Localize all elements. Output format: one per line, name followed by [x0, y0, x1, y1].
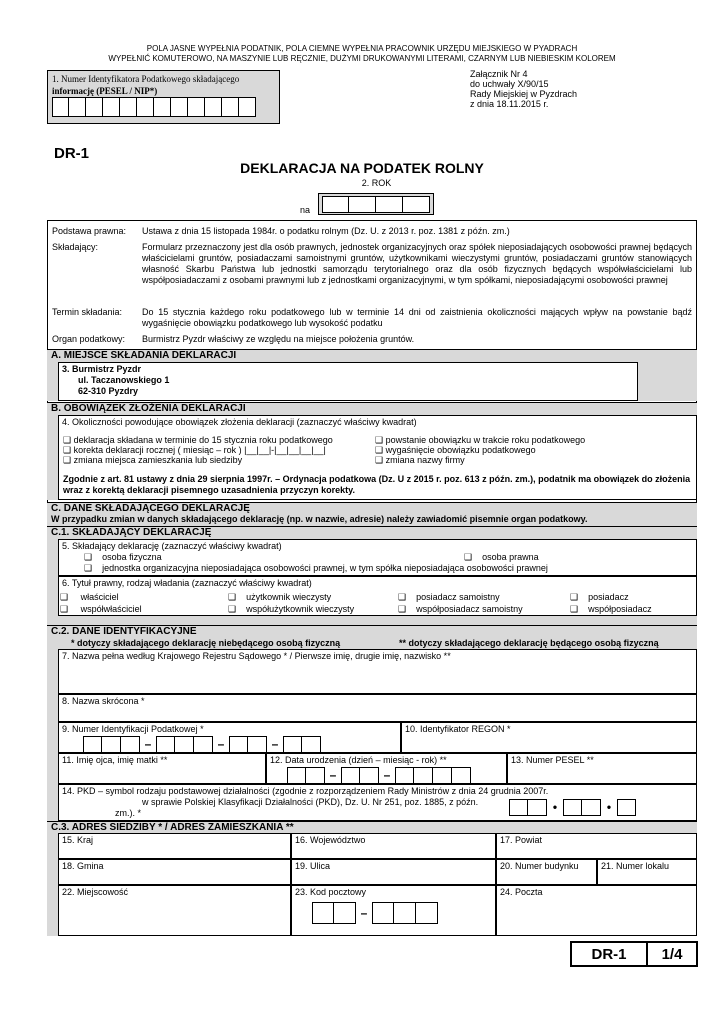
- section-c-title: C. DANE SKŁADAJĄCEGO DEKLARACJĘ: [51, 503, 250, 514]
- wlasciciel-label: właściciel: [80, 592, 119, 602]
- field-19-label: 19. Ulica: [295, 861, 331, 871]
- miejsce-line: 62-310 Pyzdry: [78, 386, 139, 396]
- dot: •: [606, 800, 612, 814]
- field-19-ulica[interactable]: [291, 859, 496, 885]
- organ-label: Organ podatkowy:: [52, 334, 126, 344]
- osoba-fizyczna-label: osoba fizyczna: [102, 552, 162, 562]
- skladajacy-row: [47, 242, 697, 302]
- uzytkownik-checkbox[interactable]: ❑: [228, 592, 237, 602]
- field-9-label: 9. Numer Identyfikacji Podatkowej *: [62, 724, 204, 734]
- dash: –: [383, 768, 391, 782]
- posiadacz-checkbox[interactable]: ❑: [570, 592, 579, 602]
- field-10-regon[interactable]: [401, 722, 697, 753]
- field-21-numer-lokalu[interactable]: [597, 859, 697, 885]
- header-note: [0, 44, 724, 64]
- wlasciciel-checkbox[interactable]: ❑: [60, 592, 69, 602]
- podstawa-row: [47, 226, 697, 238]
- footer-page-number: 1/4: [661, 945, 683, 963]
- field-4-label: 4. Okoliczności powodujące obowiązek złożenia deklaracji (zaznaczyć właściwy kwadrat): [62, 417, 417, 427]
- osoba-prawna-label: osoba prawna: [482, 552, 539, 562]
- termin-label: Termin składania:: [52, 307, 123, 317]
- field-20-numer-budynku[interactable]: [496, 859, 597, 885]
- opt-wygasniecie-checkbox[interactable]: ❑ wygaśnięcie obowiązku podatkowego: [375, 445, 536, 455]
- nip-label-line-1: 1. Numer Identyfikatora Podatkowego składającego: [52, 74, 240, 84]
- field-15-kraj[interactable]: [58, 833, 291, 859]
- field-8-label: 8. Nazwa skrócona *: [62, 696, 145, 706]
- footer-page-box: [570, 941, 698, 967]
- field-12-label: 12. Data urodzenia (dzień – miesiąc - rok) **: [270, 755, 447, 765]
- zalacznik-line: Rady Miejskiej w Pyzdrach: [470, 89, 578, 99]
- opt-powstanie-checkbox[interactable]: ❑ powstanie obowiązku w trakcie roku podatkowego: [375, 435, 586, 445]
- section-c-subtitle: W przypadku zmian w danych składającego deklarację (np. w nazwie, adresie) należy zawiadomić pisemnie organ podatkowy.: [51, 514, 588, 524]
- form-code: DR-1: [54, 145, 90, 162]
- field-17-powiat[interactable]: [496, 833, 697, 859]
- uzytkownik-label: użytkownik wieczysty: [246, 592, 332, 602]
- posiadacz-label: posiadacz: [588, 592, 629, 602]
- wspoluzytkownik-checkbox[interactable]: ❑: [228, 604, 237, 614]
- field-7-nazwa[interactable]: [58, 649, 697, 694]
- section-c2-header: [47, 625, 697, 649]
- nip-input[interactable]: [52, 97, 256, 117]
- field-11-label: 11. Imię ojca, imię matki **: [62, 755, 168, 765]
- dash: –: [271, 737, 279, 751]
- opt-termin-checkbox[interactable]: ❑ deklaracja składana w terminie do 15 stycznia roku podatkowego: [63, 435, 333, 445]
- dash: –: [217, 737, 225, 751]
- wspoluzytkownik-label: współużytkownik wieczysty: [246, 604, 355, 614]
- podstawa-label: Podstawa prawna:: [52, 226, 127, 236]
- korekta-note: Zgodnie z art. 81 ustawy z dnia 29 sierpnia 1997r. – Ordynacja podatkowa (Dz. U z 2015 r. poz. 613 z późn. zm.), podatnik ma obowiązek do złożenia wraz z korektą deklaracji pisemnego uzasadnienia przyczyn korekty.: [63, 474, 691, 495]
- form-title: DEKLARACJA NA PODATEK ROLNY: [240, 160, 484, 176]
- zalacznik-line: Załącznik Nr 4: [470, 69, 528, 79]
- wspolposiadacz-label: współposiadacz: [588, 604, 652, 614]
- dot: •: [552, 800, 558, 814]
- field-14-label-3: zm.). *: [115, 808, 141, 818]
- field-23-label: 23. Kod pocztowy: [295, 887, 367, 897]
- osoba-fizyczna-checkbox[interactable]: ❑: [84, 552, 93, 562]
- field-13-pesel[interactable]: [507, 753, 697, 784]
- section-c1-title: C.1. SKŁADAJĄCY DEKLARACJĘ: [47, 526, 697, 539]
- nip-label-line-2: informację (PESEL / NIP*): [52, 86, 158, 96]
- skladajacy-label: Składający:: [52, 242, 99, 252]
- field-22-miejscowosc[interactable]: [58, 885, 291, 936]
- zalacznik-line: do uchwały X/90/15: [470, 79, 549, 89]
- zalacznik-line: z dnia 18.11.2015 r.: [470, 99, 549, 109]
- field-24-poczta[interactable]: [496, 885, 697, 936]
- miejsce-line: ul. Taczanowskiego 1: [78, 375, 170, 385]
- section-a-title: A. MIEJSCE SKŁADANIA DEKLARACJI: [47, 349, 697, 362]
- rok-box: [318, 193, 434, 215]
- jednostka-checkbox[interactable]: ❑: [84, 563, 93, 573]
- field-20-label: 20. Numer budynku: [500, 861, 579, 871]
- wspolposiadacz-samoistny-checkbox[interactable]: ❑: [398, 604, 407, 614]
- c2-note-2: ** dotyczy składającego deklarację będącego osobą fizyczną: [399, 638, 659, 648]
- dash: –: [329, 768, 337, 782]
- miejsce-field: [58, 362, 638, 401]
- field-10-label: 10. Identyfikator REGON *: [405, 724, 511, 734]
- jednostka-label: jednostka organizacyjna nieposiadająca osobowości prawnej, w tym spółka nieposiadająca osobowości prawnej: [102, 563, 548, 573]
- section-c2-title: C.2. DANE IDENTYFIKACYJNE: [51, 626, 197, 637]
- posiadacz-samoistny-label: posiadacz samoistny: [416, 592, 500, 602]
- dash: –: [360, 905, 368, 920]
- header-note-line-2: WYPEŁNIĆ KOMUTEROWO, NA MASZYNIE LUB RĘCZNIE, DUŻYMI DRUKOWANYMI LITERAMI, CZARNYM LUB NIEBIESKIM KOLOREM: [108, 54, 616, 63]
- wspolwlasciciel-label: współwłaściciel: [80, 604, 142, 614]
- field-9-nip[interactable]: [58, 722, 401, 753]
- miejsce-line: 3. Burmistrz Pyzdr: [62, 364, 142, 374]
- footer-form-code: DR-1: [572, 943, 648, 965]
- skladajacy-typ-field: [58, 539, 697, 576]
- field-12-data-urodzenia[interactable]: [266, 753, 507, 784]
- organ-row: [47, 334, 697, 346]
- rok-input[interactable]: [322, 196, 430, 213]
- header-note-line-1: POLA JASNE WYPEŁNIA PODATNIK, POLA CIEMNE WYPEŁNIA PRACOWNIK URZĘDU MIEJSKIEGO W PYADRACH: [146, 44, 578, 53]
- wspolposiadacz-checkbox[interactable]: ❑: [570, 604, 579, 614]
- field-14-label-2: w sprawie Polskiej Klasyfikacji Działalności (PKD), Dz. U. Nr 251, poz. 1885, z późn.: [142, 797, 479, 807]
- termin-row: [47, 307, 697, 331]
- field-23-kod-pocztowy[interactable]: [291, 885, 496, 936]
- wspolwlasciciel-checkbox[interactable]: ❑: [60, 604, 69, 614]
- field-14-label-1: 14. PKD – symbol rodzaju podstawowej działalności (zgodnie z rozporządzeniem Rady Ministrów z dnia 24 grudnia 2007r.: [62, 786, 549, 796]
- skladajacy-text: Formularz przeznaczony jest dla osób prawnych, jednostek organizacyjnych oraz spółek nieposiadających osobowości prawnej będących właścicielami gruntów, posiadaczami samoistnymi gruntów, użytkownikami wieczystymi gruntów, posiadaczami gruntów stanowiących własność Skarbu Państwa lub jednostki samorządu terytorialnego oraz dla osób fizycznych będących współwłaścicielami lub współposiadaczami z osobami prawnymi lub z jednostkami organizacyjnymi, w tym spółkami, nieposiadającymi osobowości prawnej: [142, 242, 692, 285]
- section-c3-title: C.3. ADRES SIEDZIBY * / ADRES ZAMIESZKANIA **: [47, 821, 697, 833]
- field-18-gmina[interactable]: [58, 859, 291, 885]
- opt-zmiana-miejsca-checkbox[interactable]: ❑ zmiana miejsca zamieszkania lub siedziby: [63, 455, 243, 465]
- section-c-header: [47, 502, 697, 526]
- organ-text: Burmistrz Pyzdr właściwy ze względu na miejsce położenia gruntów.: [142, 334, 415, 344]
- osoba-prawna-checkbox[interactable]: ❑: [464, 552, 473, 562]
- field-14-pkd[interactable]: [58, 784, 697, 821]
- termin-text: Do 15 stycznia każdego roku podatkowego lub w terminie 14 dni od zaistnienia okoliczności mających wpływ na powstanie bądź wygaśnięcie obowiązku podatkowego lub wysokość podatku: [142, 307, 692, 328]
- opt-korekta-checkbox[interactable]: ❑ korekta deklaracji rocznej ( miesiąc – rok ) |__|__|-|__|__|__|__|: [63, 445, 326, 455]
- field-21-label: 21. Numer lokalu: [601, 861, 670, 871]
- field-6-label: 6. Tytuł prawny, rodzaj władania (zaznaczyć właściwy kwadrat): [62, 578, 312, 588]
- section-b-title: B. OBOWIĄZEK ZŁOŻENIA DEKLARACJI: [47, 402, 697, 415]
- field-13-label: 13. Numer PESEL **: [511, 755, 594, 765]
- field-7-label: 7. Nazwa pełna według Krajowego Rejestru Sądowego * / Pierwsze imię, drugie imię, nazwisko **: [62, 651, 451, 661]
- field-22-label: 22. Miejscowość: [62, 887, 129, 897]
- field-18-label: 18. Gmina: [62, 861, 104, 871]
- c2-note-1: * dotyczy składającego deklarację niebędącego osobą fizyczną: [71, 638, 341, 648]
- field-5-label: 5. Składający deklarację (zaznaczyć właściwy kwadrat): [62, 541, 282, 551]
- field-16-label: 16. Województwo: [295, 835, 366, 845]
- nip-label: [52, 73, 272, 97]
- field-15-label: 15. Kraj: [62, 835, 94, 845]
- posiadacz-samoistny-checkbox[interactable]: ❑: [398, 592, 407, 602]
- wspolposiadacz-samoistny-label: współposiadacz samoistny: [416, 604, 523, 614]
- field-8-nazwa-skrocona[interactable]: [58, 694, 697, 722]
- field-11-imiona-rodzicow[interactable]: [58, 753, 266, 784]
- okolicznosci-field: [58, 415, 697, 500]
- field-17-label: 17. Powiat: [500, 835, 543, 845]
- dash: –: [144, 737, 152, 751]
- rok-label: 2. ROK: [361, 178, 392, 188]
- field-24-label: 24. Poczta: [500, 887, 543, 897]
- na-label: na: [300, 205, 311, 215]
- podstawa-text: Ustawa z dnia 15 listopada 1984r. o podatku rolnym (Dz. U. z 2013 r. poz. 1381 z późn. zm.): [142, 226, 510, 236]
- opt-zmiana-nazwy-checkbox[interactable]: ❑ zmiana nazwy firmy: [375, 455, 465, 465]
- field-16-wojewodztwo[interactable]: [291, 833, 496, 859]
- zalacznik: [470, 69, 577, 109]
